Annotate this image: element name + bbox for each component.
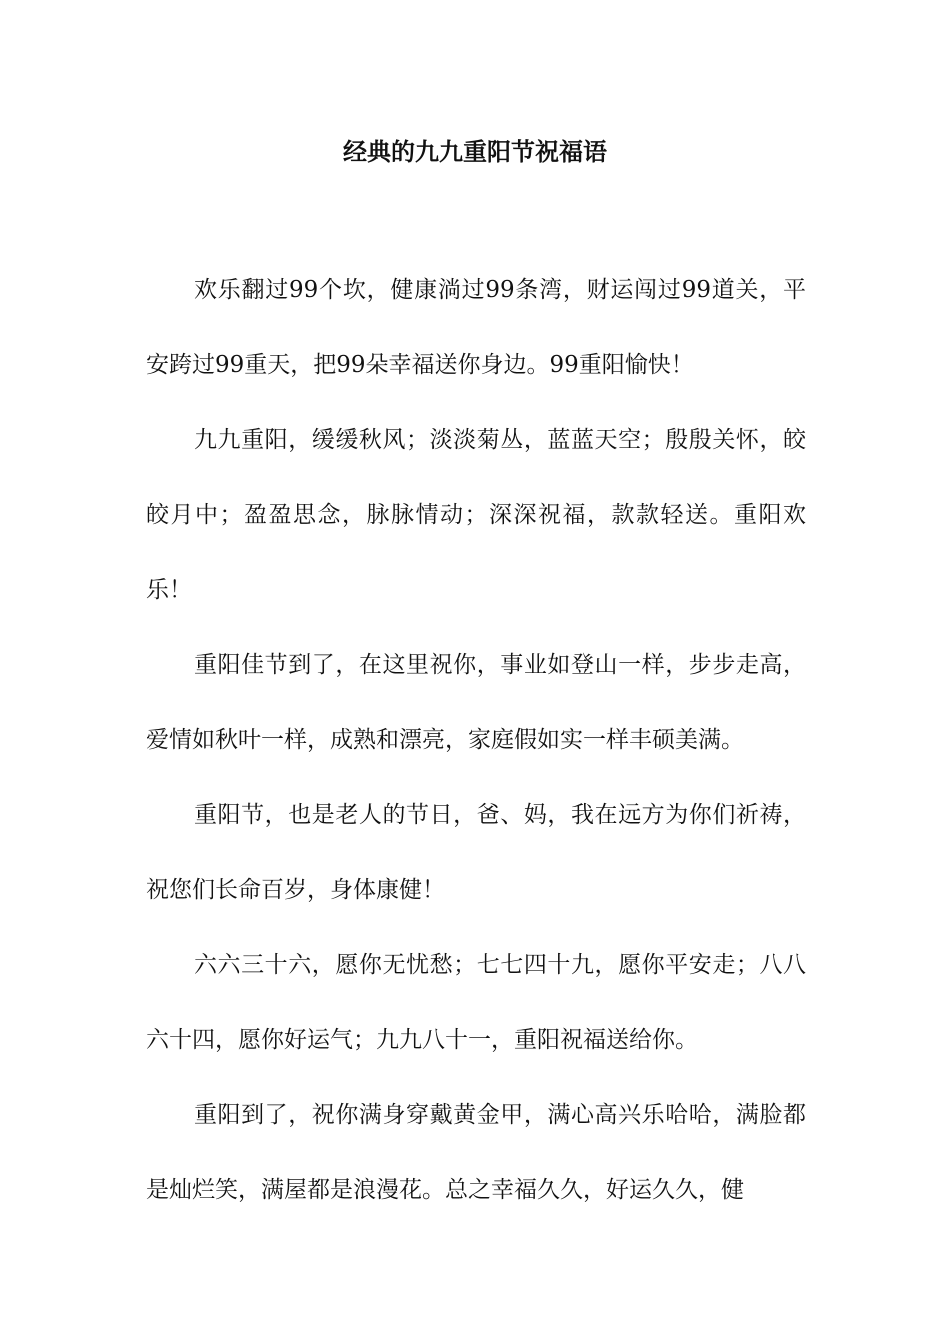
document-title: 经典的九九重阳节祝福语: [343, 138, 607, 166]
document-body: [146, 253, 806, 1228]
paragraph-6: 重阳到了，祝你满身穿戴黄金甲，满心高兴乐哈哈，满脸都是灿烂笑，满屋都是浪漫花。总之幸福久久，好运久久，健: [146, 1102, 806, 1203]
paragraph-5: 六六三十六，愿你无忧愁；七七四十九，愿你平安走；八八六十四，愿你好运气；九九八十一，重阳祝福送给你。: [146, 952, 806, 1053]
paragraph-2: 九九重阳，缓缓秋风；淡淡菊丛，蓝蓝天空；殷殷关怀，皎皎月中；盈盈思念，脉脉情动；深深祝福，款款轻送。重阳欢乐！: [146, 427, 806, 603]
paragraph-3: 重阳佳节到了，在这里祝你，事业如登山一样，步步走高，爱情如秋叶一样，成熟和漂亮，家庭假如实一样丰硕美满。: [146, 652, 806, 753]
paragraph-4: 重阳节，也是老人的节日，爸、妈，我在远方为你们祈祷，祝您们长命百岁，身体康健！: [146, 802, 806, 903]
paragraph-1: 欢乐翻过99个坎，健康淌过99条湾，财运闯过99道关，平安跨过99重天，把99朵幸福送你身边。99重阳愉快！: [146, 277, 806, 378]
